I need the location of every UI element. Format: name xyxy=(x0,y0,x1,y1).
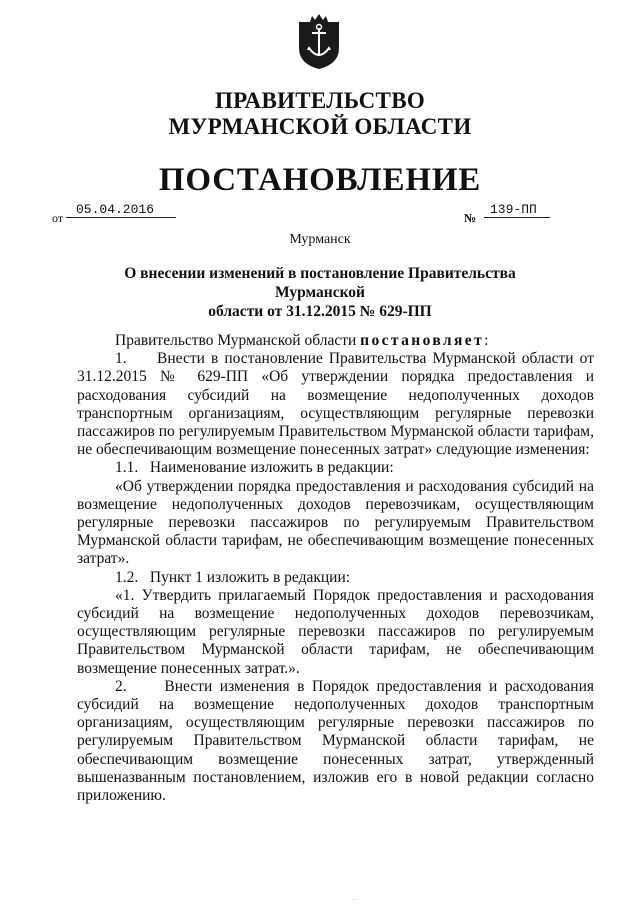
paragraph-1-2: 1.2. Пункт 1 изложить в редакции: xyxy=(115,568,351,586)
title-line2: области от 31.12.2015 № 629-ПП xyxy=(208,303,432,320)
intro-paragraph xyxy=(77,332,594,350)
intro-text: Правительство Мурманской области xyxy=(115,332,361,349)
paragraph-1-1: 1.1. Наименование изложить в редакции: xyxy=(115,459,394,477)
coat-of-arms-icon xyxy=(296,14,342,70)
paragraph-1: 1. Внести в постановление Правительства Мурманской области от 31.12.2015 № 629-ПП «Об утверждении порядка предоставления и расходования субсидий на возмещение недополученных доходов транспортным организациям, осуществляющим регулярные перевозки пассажиров по регулируемым Правительством Мурманской области тарифам, не обеспечивающим возмещение понесенных затрат» следующие изменения: xyxy=(77,350,594,459)
paragraph-1-2-quote: «1. Утвердить прилагаемый Порядок предоставления и расходования субсидий на возмещение недополученных доходов перевозчикам, осуществляющим регулярные перевозки пассажиров по регулируемым Правительством Мурманской области тарифам, не обеспечивающим возмещение понесенных затрат.». xyxy=(77,586,594,677)
intro-end: : xyxy=(484,332,489,349)
document-body xyxy=(77,332,594,805)
org-name-line2: МУРМАНСКОЙ ОБЛАСТИ xyxy=(168,114,472,139)
org-name-line1: ПРАВИТЕЛЬСТВО xyxy=(214,88,426,113)
city: Мурманск xyxy=(289,232,351,247)
title-line1: О внесении изменений в постановление Правительства Мурманской xyxy=(124,265,516,301)
paragraph-2: 2. Внести изменения в Порядок предоставления и расходования субсидий на возмещение недополученных доходов транспортным организациям, осуществляющим регулярные перевозки пассажиров по регулируемым Правительством Мурманской области тарифам, не обеспечивающим возмещение понесенных затрат, утвержденный вышеназванным постановлением, изложив его в новой редакции согласно приложению. xyxy=(77,677,594,805)
number-label: № xyxy=(464,211,477,225)
paragraph-1-1-quote: «Об утверждении порядка предоставления и расходования субсидий на возмещение недополученных доходов перевозчикам, осуществляющим регулярные перевозки пассажиров по регулируемым Правительством Мурманской области тарифам, не обеспечивающим возмещение понесенных затрат». xyxy=(77,477,594,568)
intro-verb: постановляет xyxy=(360,332,485,349)
document-type: ПОСТАНОВЛЕНИЕ xyxy=(158,162,482,198)
document-date: 05.04.2016 xyxy=(66,202,176,218)
document-number: 139-ПП xyxy=(484,202,550,218)
document-title xyxy=(80,264,560,321)
date-label: от xyxy=(52,211,64,225)
scan-artifact: ·· xyxy=(352,896,357,904)
